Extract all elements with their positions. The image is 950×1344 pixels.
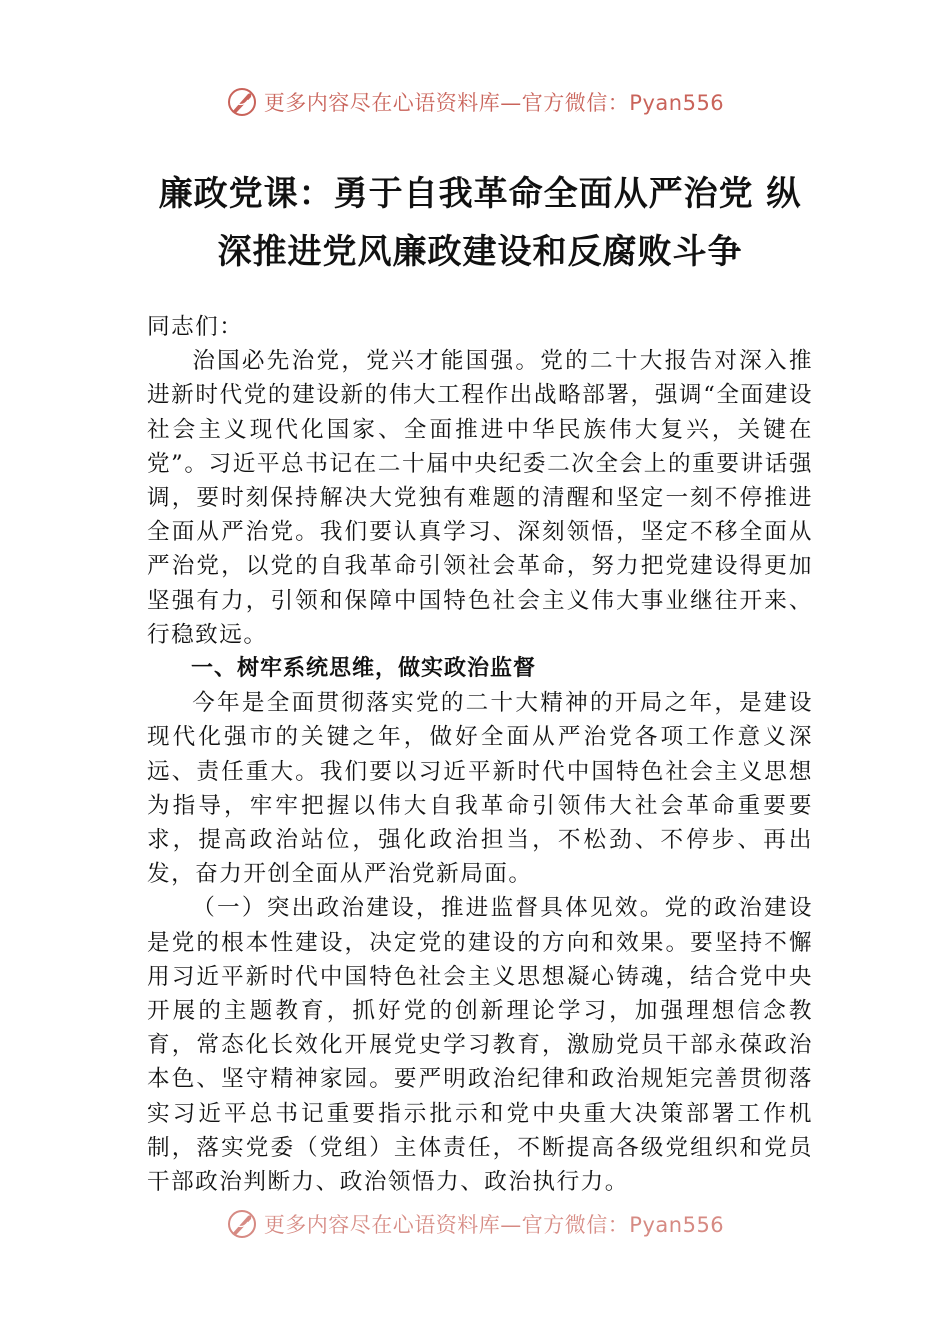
watermark-text: 更多内容尽在心语资料库—官方微信：Pyan556 [263,1213,725,1237]
watermark-top [0,82,950,122]
subsection-heading-1: （一）突出政治建设，推进监督具体见效。 [192,895,665,922]
document-body [147,310,813,1199]
document-title [100,165,860,281]
paragraph-3 [147,891,813,1199]
salutation: 同志们： [147,314,244,340]
paragraph-3-text: 党的政治建设是党的根本性建设，决定党的建设的方向和效果。要坚持不懈用习近平新时代中国特色社会主义思想凝心铸魂，结合党中央开展的主题教育，抓好党的创新理论学习，加强理想信念教育，常态化长效化开展党史学习教育，激励党员干部永葆政治本色、坚守精神家园。要严明政治纪律和政治规矩完善贯彻落实习近平总书记重要指示批示和党中央重大决策部署工作机制，落实党委（党组）主体责任，不断提高各级党组织和党员干部政治判断力、政治领悟力、政治执行力。 [147,895,814,1196]
title-line-1: 廉政党课：勇于自我革命全面从严治党 纵 [158,174,802,214]
watermark-text: 更多内容尽在心语资料库—官方微信：Pyan556 [263,91,725,115]
paragraph-1: 治国必先治党，党兴才能国强。党的二十大报告对深入推进新时代党的建设新的伟大工程作出战略部署，强调“全面建设社会主义现代化国家、全面推进中华民族伟大复兴，关键在党”。习近平总书记在二十届中央纪委二次全会上的重要讲话强调，要时刻保持解决大党独有难题的清醒和坚定一刻不停推进全面从严治党。我们要认真学习、深刻领悟，坚定不移全面从严治党，以党的自我革命引领社会革命，努力把党建设得更加坚强有力，引领和保障中国特色社会主义伟大事业继往开来、行稳致远。 [147,348,813,648]
title-line-2: 深推进党风廉政建设和反腐败斗争 [217,232,743,272]
section-heading-1: 一、树牢系统思维，做实政治监督 [191,656,537,682]
quill-logo-icon [226,1208,258,1240]
paragraph-2: 今年是全面贯彻落实党的二十大精神的开局之年，是建设现代化强市的关键之年，做好全面从严治党各项工作意义深远、责任重大。我们要以习近平新时代中国特色社会主义思想为指导，牢牢把握以伟大自我革命引领伟大社会革命重要要求，提高政治站位，强化政治担当，不松劲、不停步、再出发，奋力开创全面从严治党新局面。 [147,690,813,888]
quill-logo-icon [226,86,258,118]
watermark-bottom [0,1204,950,1244]
